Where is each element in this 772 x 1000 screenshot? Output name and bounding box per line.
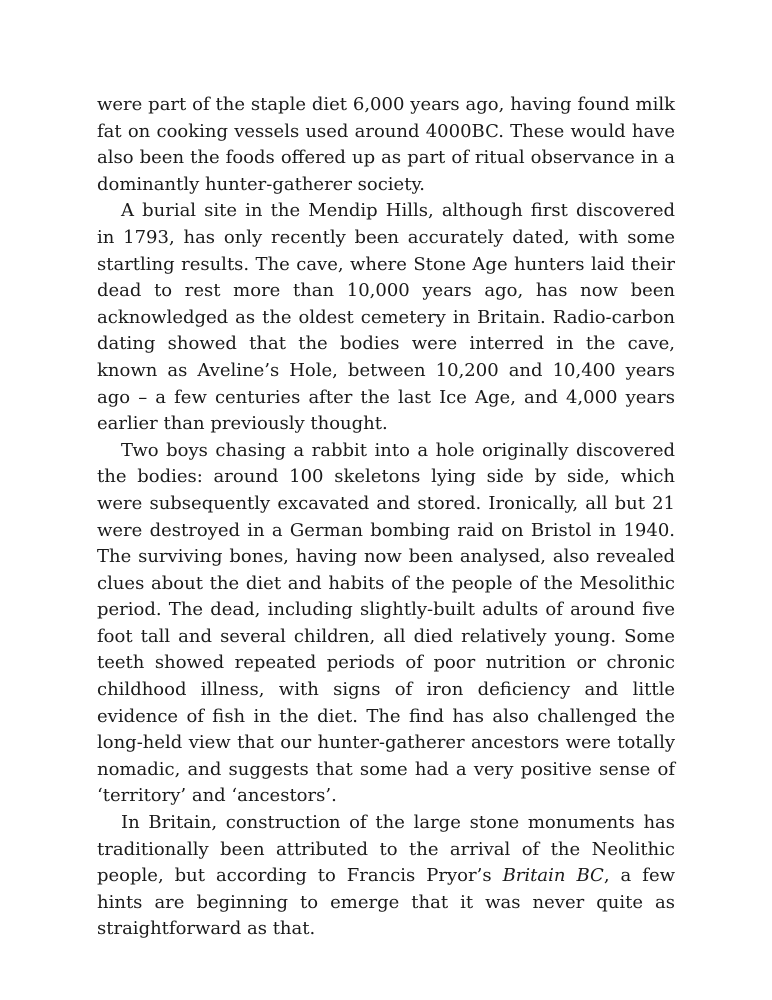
paragraph-3: Two boys chasing a rabbit into a hole originally discovered the bodies: around 100 skeletons lying side by side, which were subsequently excavated and stored. Ironically, all but 21 were destroyed in a German bombing raid on Bristol in 1940. The surviving bones, having now been analysed, also revealed clues about the diet and habits of the people of the Mesolithic period. The dead, including slightly-built adults of around five foot tall and several children, all died relatively young. Some teeth showed repeated periods of poor nutrition or chronic childhood illness, with signs of iron deficiency and little evidence of fish in the diet. The find has also challenged the long-held view that our hunter-gatherer ancestors were totally nomadic, and suggests that some had a very positive sense of ‘territory’ and ‘ancestors’. — [97, 439, 675, 807]
paragraph-4 — [97, 810, 675, 943]
paragraph-4-text-before: In Britain, construction of the large stone monuments has traditionally been attributed to the arrival of the Neolithic people, but according to Francis Pryor’s — [97, 812, 675, 887]
paragraph-1: were part of the staple diet 6,000 years ago, having found milk fat on cooking vessels used around 4000BC. These would have also been the foods offered up as part of ritual observance in a dominantly hunter-gatherer society. — [97, 94, 675, 195]
book-title: Britain BC — [502, 865, 604, 887]
paragraph-4-text-after: , a few hints are beginning to emerge that it was never quite as straightforward as that. — [97, 865, 675, 940]
paragraph-2: A burial site in the Mendip Hills, although first discovered in 1793, has only recently been accurately dated, with some startling results. The cave, where Stone Age hunters laid their dead to rest more than 10,000 years ago, has now been acknowledged as the oldest cemetery in Britain. Radio-carbon dating showed that the bodies were interred in the cave, known as Aveline’s Hole, between 10,200 and 10,400 years ago – a few centuries after the last Ice Age, and 4,000 years earlier than previously thought. — [97, 200, 675, 435]
document-page — [97, 92, 675, 943]
